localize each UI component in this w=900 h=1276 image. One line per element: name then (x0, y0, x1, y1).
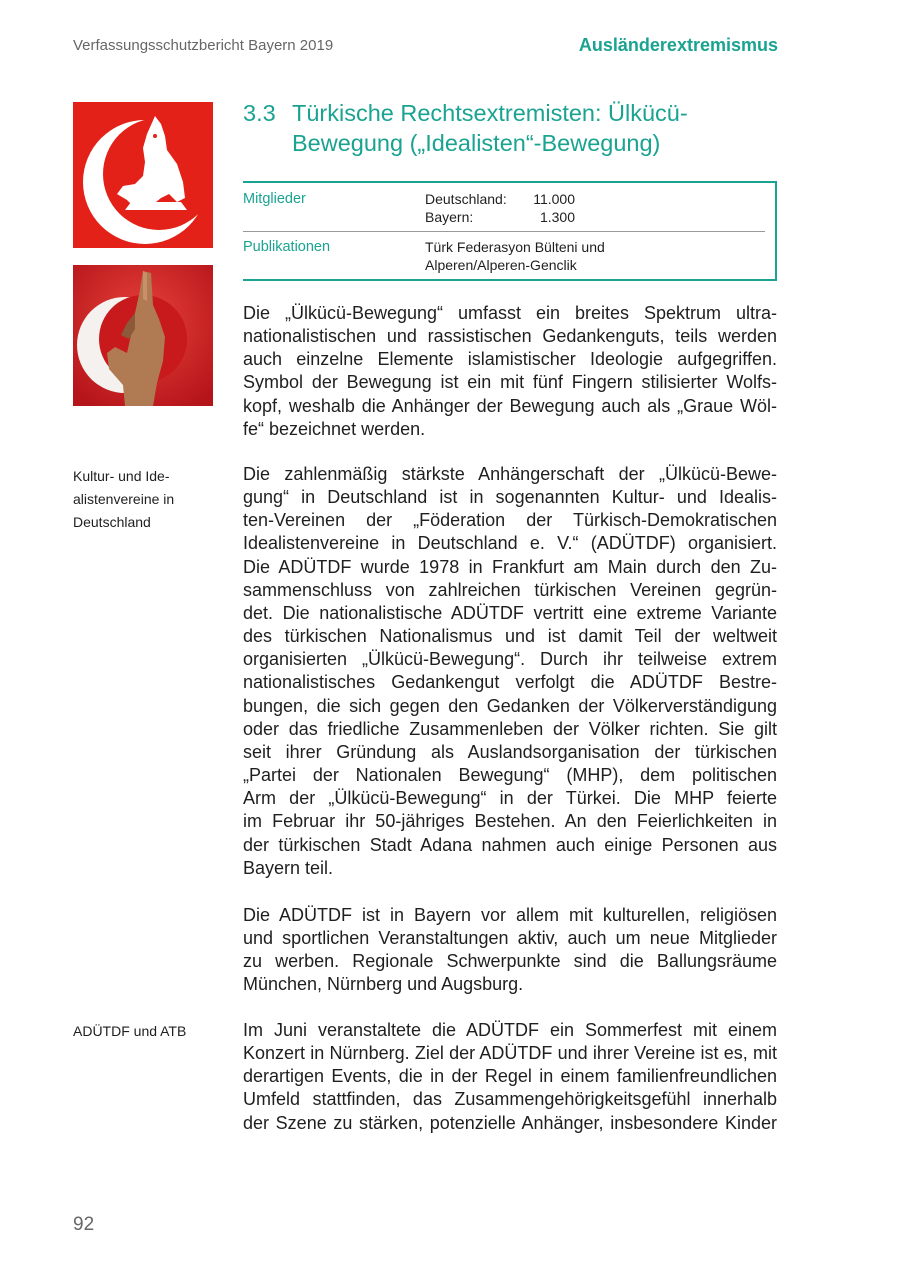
text-line: nationalistisches Gedankengut verfolgt die ADÜTDF Bestre- (243, 672, 777, 693)
crescent-wolf-icon (73, 102, 213, 248)
text-line: Die „Ülkücü-Bewegung“ umfasst ein breites Spektrum ultra- (243, 303, 777, 323)
text-line: der Szene zu stärken, potenzielle Anhänger, insbesondere Kinder (243, 1112, 777, 1133)
members-row (243, 191, 765, 232)
member-count: 11.000 (533, 191, 575, 207)
text-line: Die ADÜTDF ist in Bayern vor allem mit kulturellen, religiösen (243, 905, 777, 925)
paragraph-4 (243, 1019, 777, 1135)
margin-note-line: Kultur- und Ide- (73, 468, 170, 484)
members-bavaria (425, 209, 575, 227)
publication-line: Alperen/Alperen-Genclik (425, 256, 577, 273)
margin-note-kultur (73, 465, 223, 534)
text-line: Im Juni veranstaltete die ADÜTDF ein Sommerfest mit einem (243, 1020, 777, 1040)
text-line: München, Nürnberg und Augsburg. (243, 974, 524, 995)
text-line: und sportlichen Veranstaltungen aktiv, auch um neue Mitglieder (243, 928, 777, 949)
members-values (425, 191, 575, 226)
section-title-line-1: Türkische Rechtsextremisten: Ülkücü- (292, 100, 688, 126)
hand-gesture-icon (73, 265, 213, 406)
margin-note-line: alistenvereine in (73, 491, 175, 507)
text-line: det. Die nationalistische ADÜTDF vertritt eine extreme Variante (243, 602, 777, 623)
text-line: Konzert in Nürnberg. Ziel der ADÜTDF und ihrer Vereine ist es, mit (243, 1043, 777, 1064)
text-line: gung“ in Deutschland ist in sogenannten Kultur- und Idealis- (243, 487, 777, 508)
text-line: Die zahlenmäßig stärkste Anhängerschaft der „Ülkücü-Bewe- (243, 464, 777, 484)
section-number: 3.3 (243, 100, 276, 126)
text-line: des türkischen Nationalismus und ist damit Teil der weltweit (243, 626, 777, 647)
info-box (243, 181, 777, 281)
paragraph-2 (243, 463, 777, 880)
members-label: Mitglieder (243, 191, 306, 207)
margin-note-adutdf: ADÜTDF und ATB (73, 1023, 187, 1039)
section-title-line-2: Bewegung („Idealisten“-Bewegung) (292, 130, 661, 156)
text-line: oder das friedliche Zusammenleben der Völker richten. Sie gilt (243, 718, 777, 739)
text-line: Idealistenvereine in Deutschland e. V.“ (ADÜTDF) organisiert. (243, 533, 777, 554)
text-line: Umfeld stattfinden, das Zusammengehörigkeitsgefühl innerhalb (243, 1089, 777, 1110)
text-line: organisierten „Ülkücü-Bewegung“. Durch ihr teilweise extrem (243, 649, 777, 670)
wolf-salute-photo (73, 265, 213, 406)
text-line: Die ADÜTDF wurde 1978 in Frankfurt am Main durch den Zu- (243, 556, 777, 577)
text-line: bungen, die sich gegen den Gedanken der Völkerverständigung (243, 695, 777, 716)
text-line: Bayern teil. (243, 857, 334, 878)
text-line: im Februar ihr 50-jähriges Bestehen. An den Feierlichkeiten in (243, 811, 777, 832)
member-count: 1.300 (539, 208, 575, 225)
text-line: ten-Vereinen der „Föderation der Türkisch-Demokratischen (243, 510, 777, 531)
text-line: fe“ bezeichnet werden. (243, 418, 426, 439)
margin-note-line: Deutschland (73, 514, 151, 530)
text-line: derartigen Events, die in der Regel in einem familienfreundlichen (243, 1066, 777, 1087)
publications-label: Publikationen (243, 239, 331, 255)
text-line: auch einzelne Elemente islamistischer Ideologie aufgegriffen. (243, 349, 777, 370)
chapter-title: Ausländerextremismus (578, 35, 778, 55)
paragraph-1 (243, 302, 777, 441)
text-line: Symbol der Bewegung ist ein mit fünf Fingern stilisierter Wolfs- (243, 372, 777, 393)
text-line: kopf, weshalb die Anhänger der Bewegung auch als „Graue Wöl- (243, 395, 777, 416)
member-region: Bayern: (425, 208, 474, 225)
text-line: sammenschluss von zahlreichen türkischen Vereinen gegrün- (243, 579, 777, 600)
running-header: Verfassungsschutzbericht Bayern 2019 (73, 37, 334, 54)
member-region: Deutschland: (425, 191, 507, 207)
paragraph-3 (243, 904, 777, 997)
members-germany (425, 191, 575, 209)
text-line: „Partei der Nationalen Bewegung“ (MHP), dem politischen (243, 765, 777, 786)
text-line: zu werben. Regionale Schwerpunkte sind die Ballungsräume (243, 951, 777, 972)
text-line: nationalistischen und rassistischen Gedankenguts, teils werden (243, 326, 777, 347)
publications-values (425, 239, 605, 274)
grey-wolf-emblem-image (73, 102, 213, 248)
publication-line: Türk Federasyon Bülteni und (425, 239, 605, 255)
text-line: seit ihrer Gründung als Auslandsorganisation der türkischen (243, 741, 777, 762)
text-line: der türkischen Stadt Adana nahmen auch einige Personen aus (243, 834, 777, 855)
text-line: Arm der „Ülkücü-Bewegung“ in der Türkei. Die MHP feierte (243, 788, 777, 809)
page-number: 92 (73, 1214, 95, 1235)
